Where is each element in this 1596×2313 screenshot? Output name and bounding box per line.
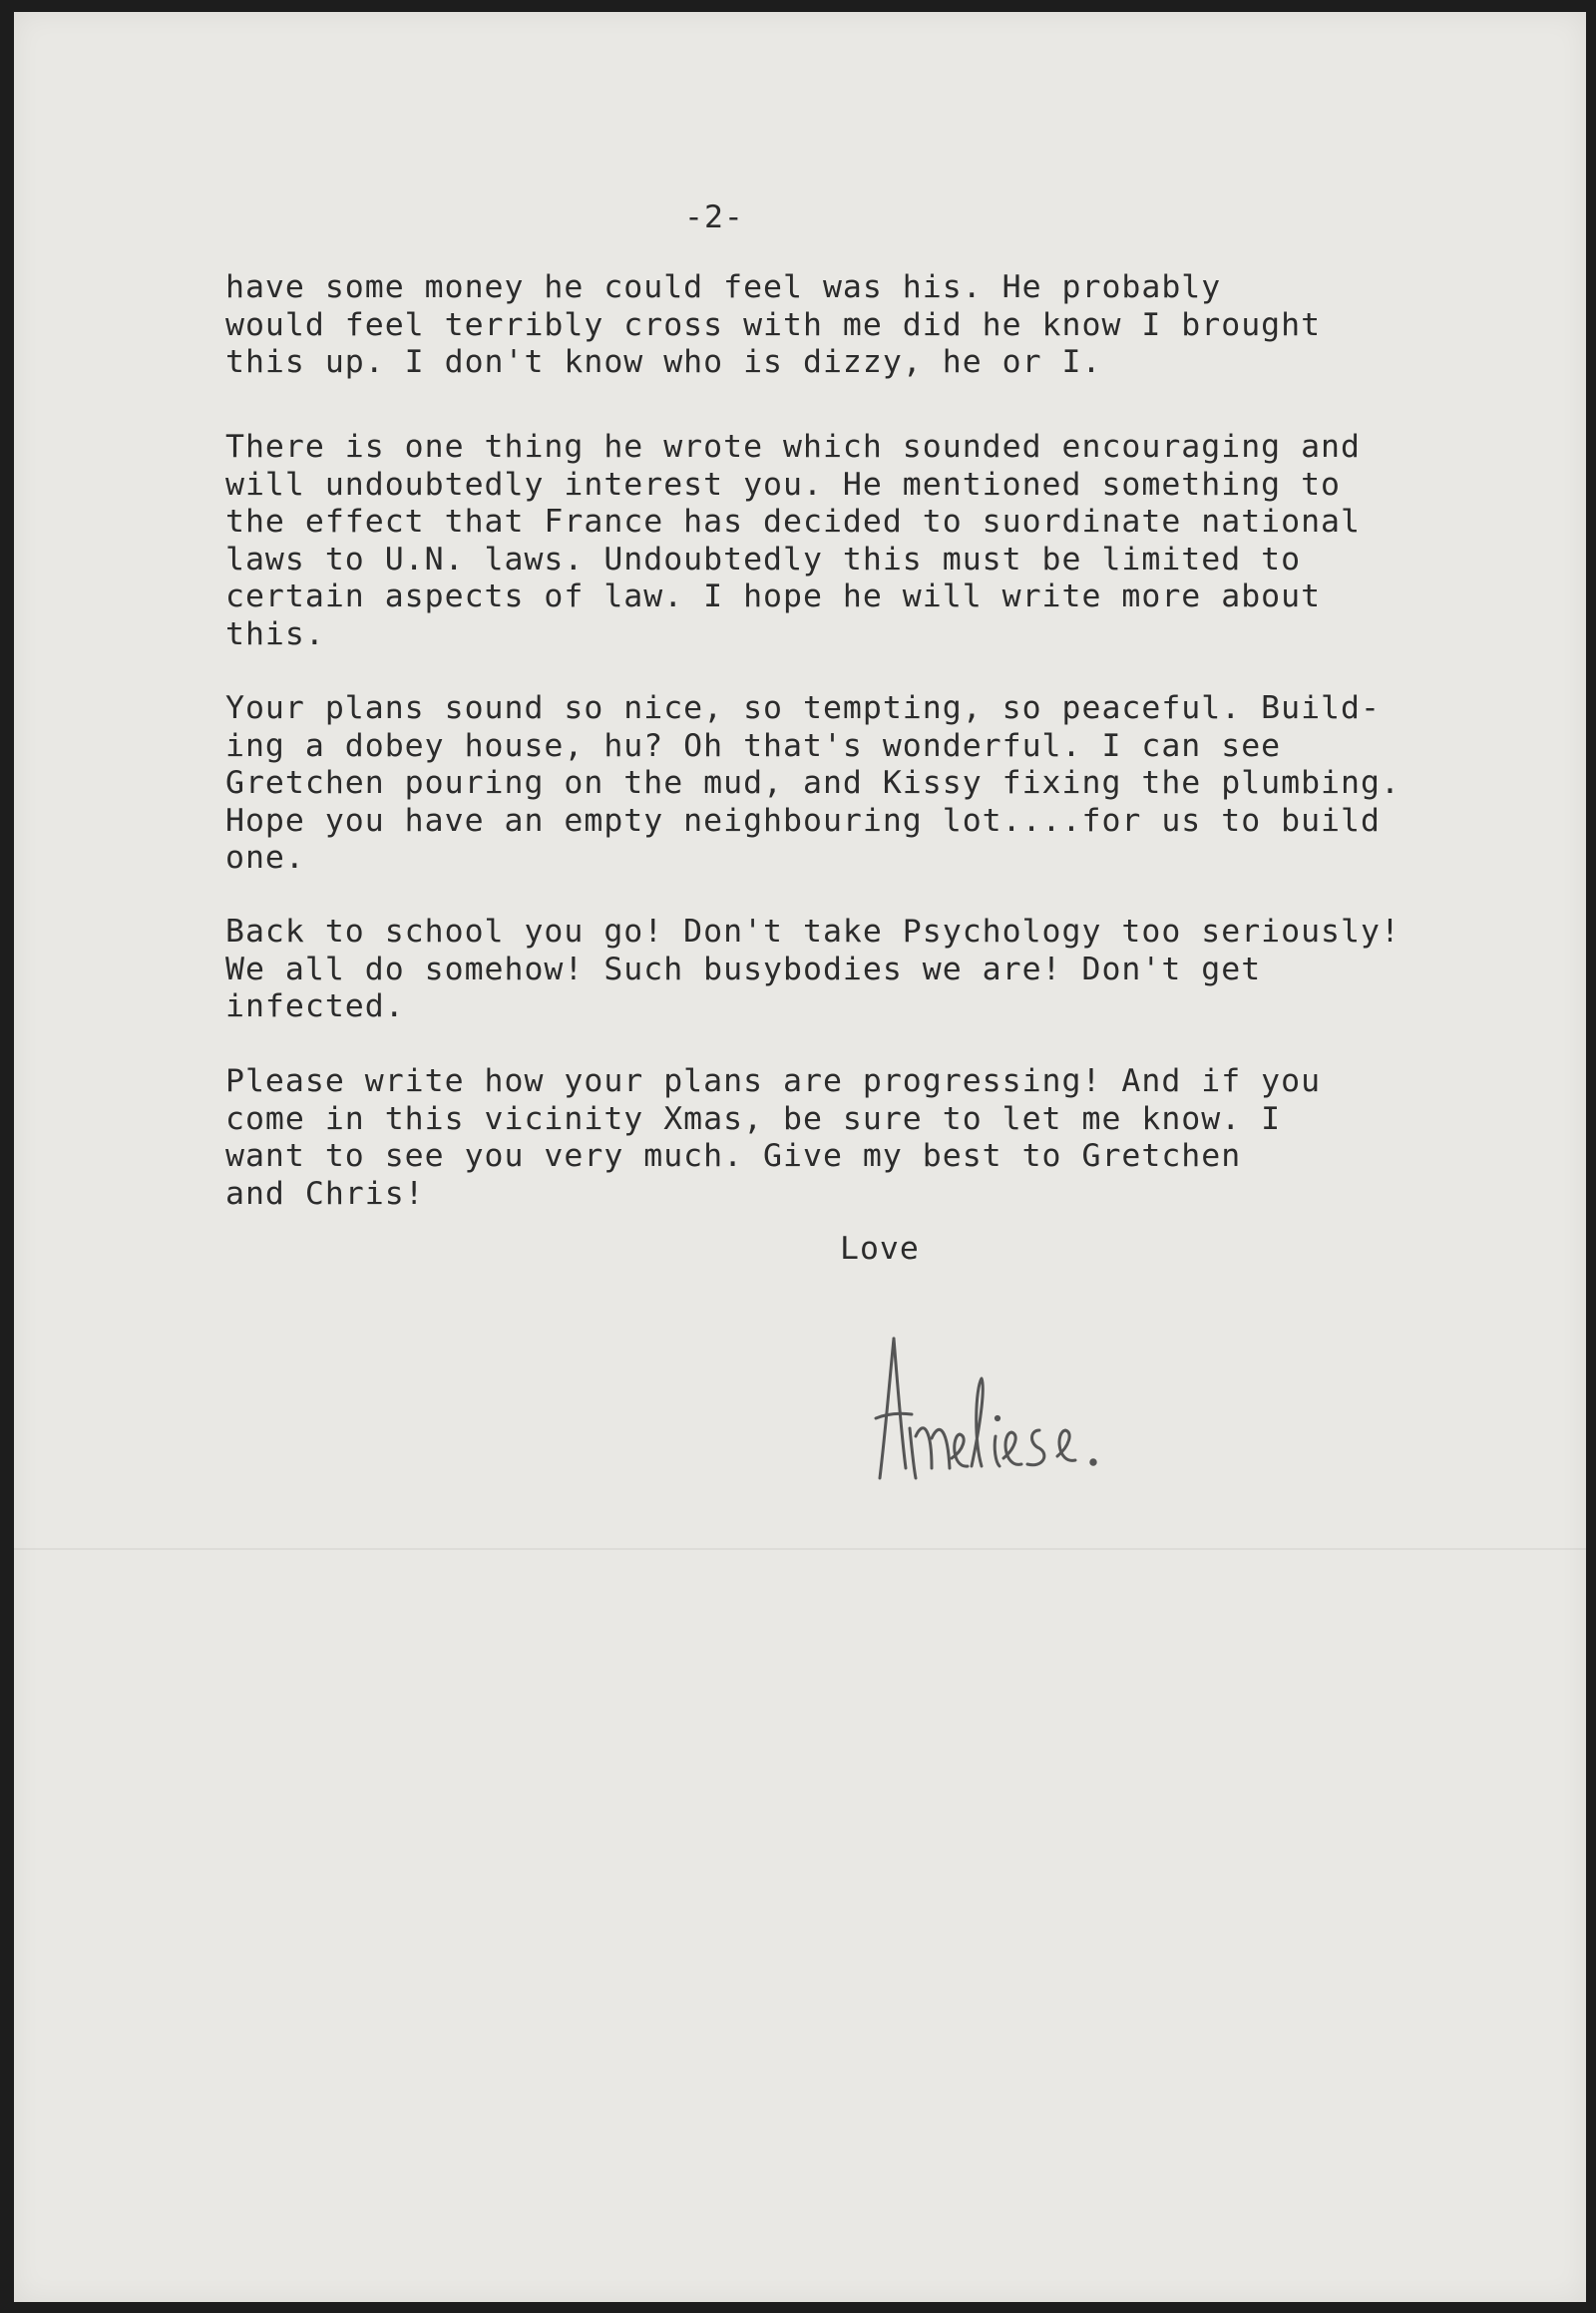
paper-fold-line [14, 1548, 1586, 1550]
paragraph-3: Your plans sound so nice, so tempting, so peaceful. Build- ing a dobey house, hu? Oh that's wonderful. I can see Gretchen pouring on the mud, and Kissy fixing the plumbing. Hope you have an empty neighbouring lot....for us to build one. [225, 690, 1400, 876]
paragraph-2: There is one thing he wrote which sounded encouraging and will undoubtedly interest you. He mentioned something to the effect that France has decided to suordinate national laws to U.N. laws. Undoubtedly this must be limited to certain aspects of law. I hope he will write more about this. [225, 429, 1361, 652]
handwritten-signature [872, 1319, 1271, 1498]
paragraph-1: have some money he could feel was his. He probably would feel terribly cross with me did he know I brought this up. I don't know who is dizzy, he or I. [225, 269, 1322, 380]
page-number: -2- [684, 199, 744, 235]
closing-word: Love [840, 1231, 920, 1267]
letter-page [14, 12, 1586, 2302]
paragraph-5: Please write how your plans are progressing! And if you come in this vicinity Xmas, be sure to let me know. I want to see you very much. Give my best to Gretchen and Chris! [225, 1063, 1322, 1212]
paragraph-4: Back to school you go! Don't take Psychology too seriously! We all do somehow! Such busybodies we are! Don't get infected. [225, 914, 1400, 1024]
